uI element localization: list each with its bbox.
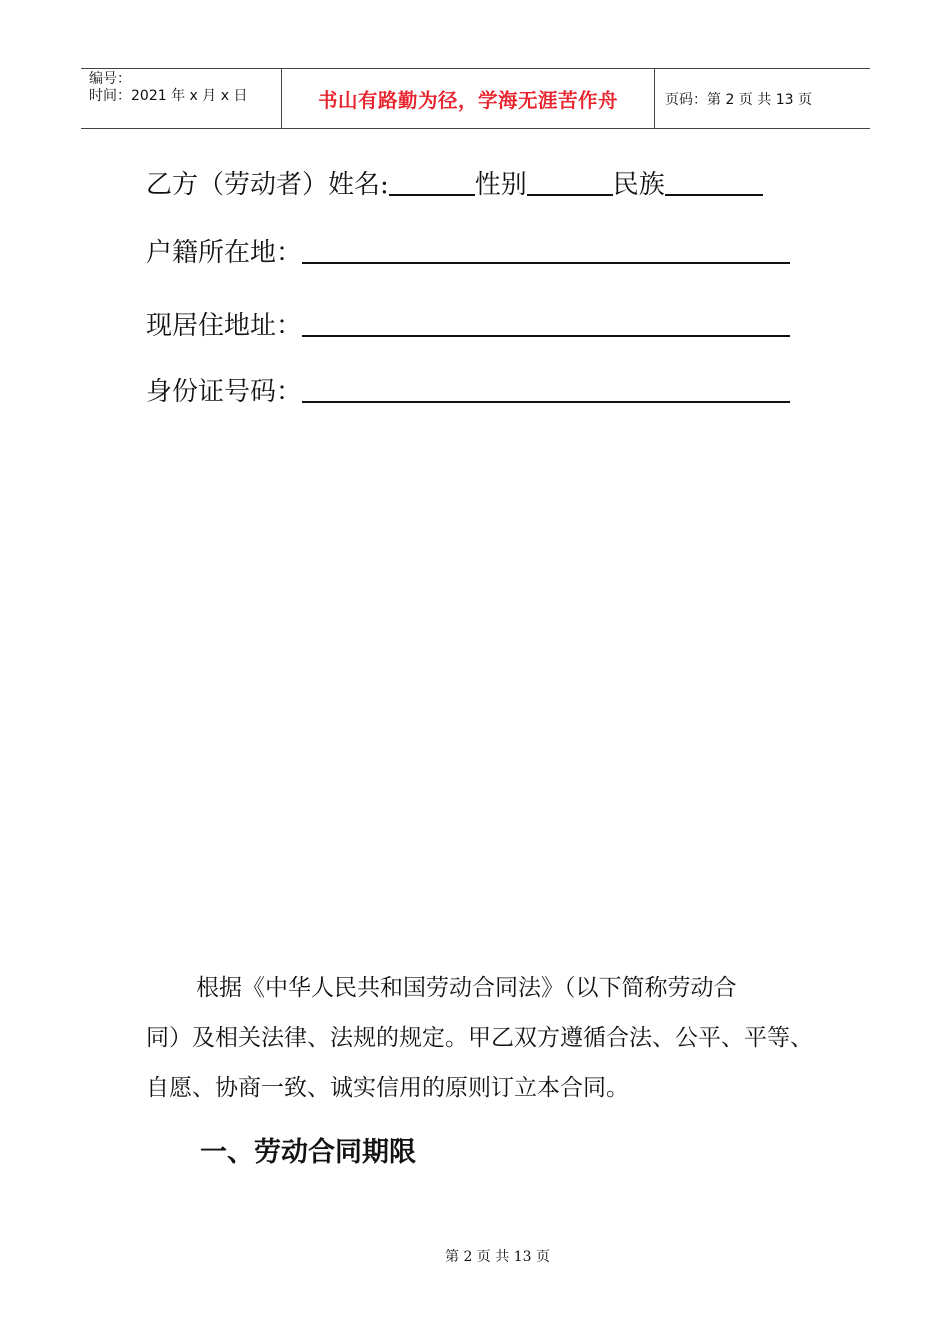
document-number-label: 编号：	[89, 71, 131, 87]
ethnicity-label: 民族	[612, 170, 665, 200]
gender-label: 性别	[474, 170, 527, 200]
intro-paragraph	[146, 963, 826, 1113]
id-label: 身份证号码：	[146, 377, 303, 407]
name-blank[interactable]	[389, 164, 475, 196]
form-row-household	[146, 232, 806, 270]
paragraph-line: 自愿、协商一致、诚实信用的原则订立本合同。	[146, 1075, 629, 1101]
address-label: 现居住地址：	[146, 311, 303, 341]
document-date-label: 时间：2021 年 x 月 x 日	[89, 88, 248, 104]
address-blank[interactable]	[302, 305, 790, 337]
form-row-id	[146, 371, 806, 409]
section-heading: 一、劳动合同期限	[200, 1137, 416, 1168]
gender-blank[interactable]	[527, 164, 613, 196]
paragraph-line: 根据《中华人民共和国劳动合同法》（以下简称劳动合	[196, 975, 737, 1001]
household-blank[interactable]	[302, 232, 790, 264]
id-blank[interactable]	[302, 371, 790, 403]
header-page-label: 页码：第 2 页 共 13 页	[665, 91, 812, 108]
form-row-name	[146, 164, 806, 202]
page-header	[81, 68, 870, 129]
header-motto: 书山有路勤为径，学海无涯苦作舟	[317, 88, 618, 112]
header-motto-cell	[282, 69, 655, 128]
paragraph-line: 同）及相关法律、法规的规定。甲乙双方遵循合法、公平、平等、	[146, 1025, 813, 1051]
ethnicity-blank[interactable]	[665, 164, 763, 196]
header-meta-cell	[81, 69, 282, 128]
page-footer	[0, 1246, 950, 1266]
header-page-cell	[655, 69, 870, 128]
household-label: 户籍所在地：	[146, 238, 303, 268]
form-row-address	[146, 305, 806, 343]
footer-page-number: 第 2 页 共 13 页	[445, 1249, 550, 1265]
name-label: 乙方（劳动者）姓名:	[146, 170, 389, 200]
